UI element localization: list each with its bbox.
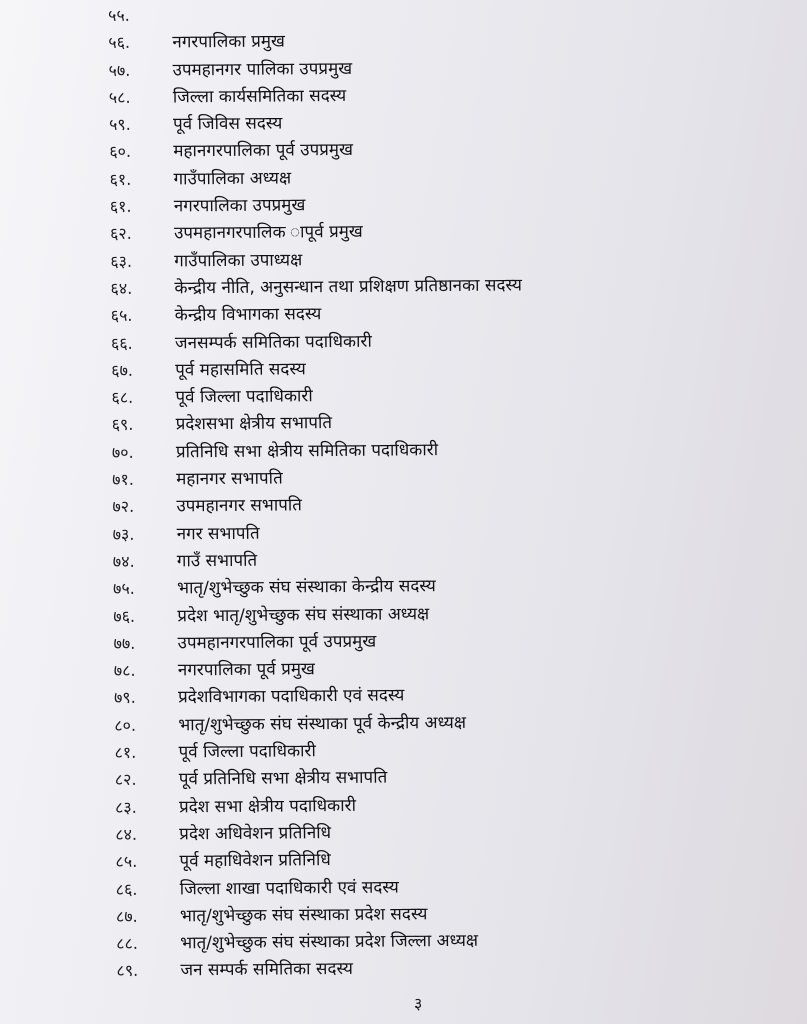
item-number: ८१. [114,742,137,762]
item-number: ६४. [110,278,133,298]
item-number: ८०. [114,715,137,735]
item-text: नगरपालिका उपप्रमुख [173,195,306,217]
item-number: ७७. [113,633,136,653]
item-text: प्रदेश अधिवेशन प्रतिनिधि [179,822,332,845]
item-text: जनसम्पर्क समितिका पदाधिकारी [174,331,372,353]
item-text: उपमहानगरपालिका पूर्व उपप्रमुख [177,631,377,654]
item-text: पूर्व जिविस सदस्य [172,113,283,135]
item-number: ७९. [113,688,136,708]
ranked-list [108,0,777,985]
item-text: गाउँ सभापति [176,550,258,572]
item-number: ६७. [111,360,134,380]
item-number: ७८. [113,660,136,681]
item-text: उपमहानगर पालिका उपप्रमुख [172,58,353,81]
item-number: ५५. [108,5,130,25]
item-text: पूर्व जिल्ला पदाधिकारी [175,386,313,408]
item-number: ८२. [114,770,137,790]
item-text: पूर्व महाधिवेशन प्रतिनिधि [179,850,331,872]
item-number: ७६. [113,606,136,626]
item-number: ७१. [112,469,134,490]
item-text: प्रदेश सभा क्षेत्रीय पदाधिकारी [178,795,357,818]
item-text: भातृ/शुभेच्छुक संघ संस्थाका प्रदेश सदस्य [179,904,428,927]
item-text: उपमहानगरपालिक ापूर्व प्रमुख [173,222,363,244]
item-text: प्रतिनिधि सभा क्षेत्रीय समितिका पदाधिकारी [175,439,439,463]
item-number: ५८. [108,87,131,107]
item-text: उपमहानगर सभापति [176,495,303,517]
item-text: केन्द्रीय विभागका सदस्य [174,304,322,326]
item-text: केन्द्रीय नीति, अनुसन्धान तथा प्रशिक्षण प्रतिष्ठानका सदस्य [174,275,522,299]
item-text: जन सम्पर्क समितिका सदस्य [180,959,354,981]
item-number: ६६. [110,333,133,353]
item-text: महानगर सभापति [176,468,283,490]
item-number: ६१. [109,169,132,189]
item-number: ६१. [109,196,132,217]
item-number: ६२. [109,224,132,244]
item-text: गाउँपालिका उपाध्यक्ष [174,249,303,272]
item-number: ८७. [115,906,138,926]
item-text: प्रदेश भातृ/शुभेच्छुक संघ संस्थाका अध्यक्ष [177,603,430,626]
item-text: प्रदेशविभागका पदाधिकारी एवं सदस्य [177,685,405,708]
item-number: ६०. [109,142,132,162]
item-number: ८५. [115,851,138,872]
item-number: ७२. [112,497,135,517]
item-text: नगरपालिका प्रमुख [172,31,286,53]
item-text: पूर्व जिल्ला पदाधिकारी [178,741,316,763]
item-number: ८६. [115,879,138,899]
list-item [116,952,776,985]
item-number: ८४. [115,824,138,844]
item-text: भातृ/शुभेच्छुक संघ संस्थाका केन्द्रीय सदस्य [177,576,436,599]
item-number: ५९. [108,114,131,135]
item-number: ७५. [113,579,135,599]
item-text: नगर सभापति [176,523,260,545]
item-text: जिल्ला कार्यसमितिका सदस्य [172,85,347,108]
item-text: नगरपालिका पूर्व प्रमुख [177,659,315,681]
item-number: ५७. [108,60,131,80]
item-number: ७३. [112,524,135,544]
item-text: जिल्ला शाखा पदाधिकारी एवं सदस्य [179,876,399,899]
item-text: भातृ/शुभेच्छुक संघ संस्थाका पूर्व केन्द्रीय अध्यक्ष [178,712,467,736]
item-number: ७०. [111,442,134,462]
item-number: ७४. [112,551,135,571]
item-number: ८८. [116,933,139,954]
item-text: गाउँपालिका अध्यक्ष [173,168,292,190]
item-number: ६८. [111,387,134,408]
item-text: प्रदेशसभा क्षेत्रीय सभापति [175,413,333,435]
item-number: ६३. [110,251,133,271]
item-text: पूर्व प्रतिनिधि सभा क्षेत्रीय सभापति [178,767,388,790]
item-number: ६९. [111,415,134,435]
item-text: महानगरपालिका पूर्व उपप्रमुख [173,140,354,162]
page-number: ३ [414,994,423,1013]
item-number: ६५. [110,306,133,326]
item-text: भातृ/शुभेच्छुक संघ संस्थाका प्रदेश जिल्ला अध्यक्ष [180,930,479,954]
item-number: ८३. [114,797,137,817]
item-text: पूर्व महासमिति सदस्य [175,359,306,381]
item-number: ५६. [108,33,131,53]
item-number: ८९. [116,961,139,981]
